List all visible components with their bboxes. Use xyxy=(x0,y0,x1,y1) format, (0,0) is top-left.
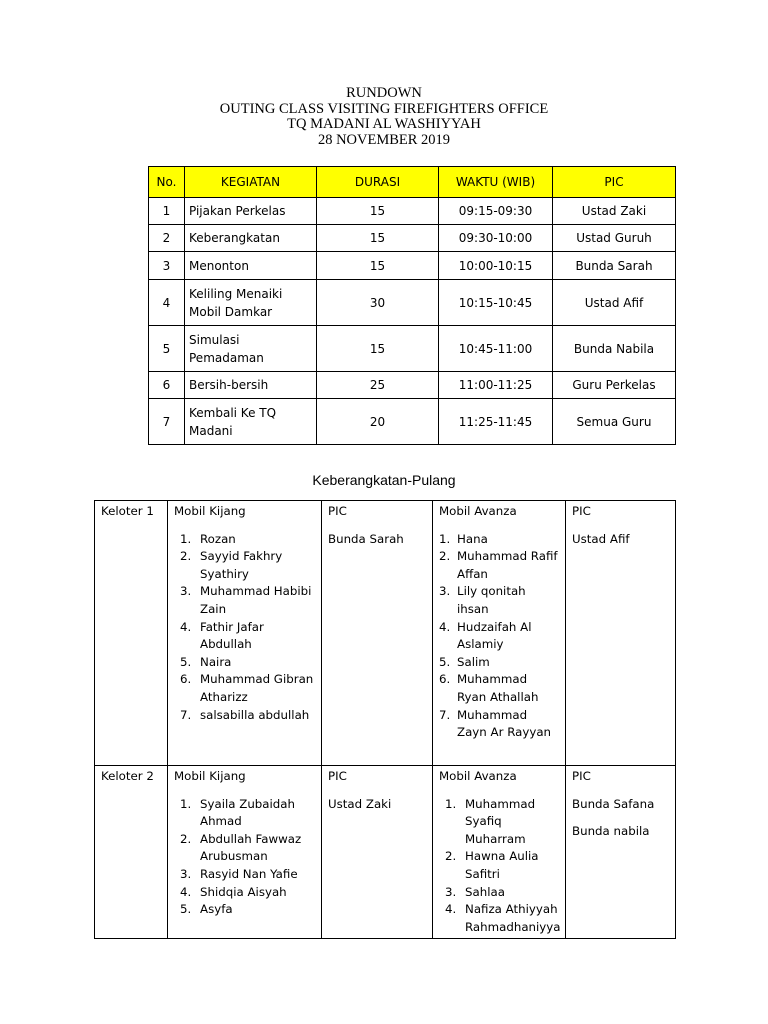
cell-waktu: 11:25-11:45 xyxy=(439,399,553,445)
cell-durasi: 30 xyxy=(317,280,439,326)
cell-pic: Bunda Sarah xyxy=(553,252,676,280)
car-label: Mobil Kijang xyxy=(174,769,246,783)
list-item: 3. Sahlaa xyxy=(445,884,505,899)
list-item: 3. Lily qonitah ihsan xyxy=(439,584,526,616)
list-item: 1. Syaila Zubaidah Ahmad xyxy=(180,796,295,829)
cell-durasi: 25 xyxy=(317,372,439,399)
pic-cell xyxy=(322,766,433,939)
group-label: Keloter 2 xyxy=(95,766,168,939)
table-row xyxy=(149,198,676,225)
car-label: Mobil Kijang xyxy=(174,504,246,518)
cell-no: 7 xyxy=(149,399,185,445)
car-label: Mobil Avanza xyxy=(439,769,517,783)
cell-durasi: 15 xyxy=(317,326,439,372)
pic-name: Ustad Zaki xyxy=(328,796,392,811)
pic-name: Bunda Sarah xyxy=(328,531,404,546)
passenger-list xyxy=(439,531,559,742)
list-item: 4. Fathir Jafar Abdullah xyxy=(180,619,264,652)
list-item: 5. Asyfa xyxy=(180,902,233,917)
cell-waktu: 11:00-11:25 xyxy=(439,372,553,399)
table-row xyxy=(149,252,676,280)
group-row xyxy=(95,766,676,939)
list-item: 3. Muhammad Habibi Zain xyxy=(180,584,312,616)
list-item: 2. Hawna Aulia Safitri xyxy=(445,849,539,881)
table-row xyxy=(149,372,676,399)
kijang-cell xyxy=(168,501,322,766)
cell-kegiatan: Keberangkatan xyxy=(185,225,317,252)
list-item: 4. Nafiza Athiyyah Rahmadhaniyya xyxy=(445,902,561,934)
table-row xyxy=(149,399,676,445)
group-row xyxy=(95,501,676,766)
list-item: 6. Muhammad Gibran Atharizz xyxy=(180,672,314,704)
kijang-cell xyxy=(168,766,322,939)
title-line-3: TQ MADANI AL WASHIYYAH xyxy=(287,116,481,132)
list-item: 1. Muhammad Syafiq Muharram xyxy=(445,796,536,846)
cell-durasi: 15 xyxy=(317,198,439,225)
cell-durasi: 15 xyxy=(317,225,439,252)
header-kegiatan: KEGIATAN xyxy=(185,167,317,198)
cell-waktu: 10:00-10:15 xyxy=(439,252,553,280)
cell-kegiatan: Simulasi Pemadaman xyxy=(185,326,317,372)
cell-waktu: 09:30-10:00 xyxy=(439,225,553,252)
avanza-cell xyxy=(433,501,566,766)
cell-kegiatan: Pijakan Perkelas xyxy=(185,198,317,225)
cell-no: 2 xyxy=(149,225,185,252)
list-item: 2. Abdullah Fawwaz Arubusman xyxy=(180,831,302,864)
cell-waktu: 10:45-11:00 xyxy=(439,326,553,372)
list-item: 5. Salim xyxy=(439,654,490,669)
pic-label: PIC xyxy=(572,769,591,783)
list-item: 5. Naira xyxy=(180,654,232,669)
cell-waktu: 09:15-09:30 xyxy=(439,198,553,225)
list-item: 2. Sayyid Fakhry Syathiry xyxy=(180,549,283,581)
pic-name: Bunda Safana xyxy=(572,796,655,811)
group-label: Keloter 1 xyxy=(95,501,168,766)
list-item: 1. Rozan xyxy=(180,531,236,546)
list-item: 6. Muhammad Ryan Athallah xyxy=(439,672,539,704)
cell-kegiatan: Bersih-bersih xyxy=(185,372,317,399)
pic-cell xyxy=(566,766,676,939)
title-line-4: 28 NOVEMBER 2019 xyxy=(317,131,451,148)
avanza-cell xyxy=(433,766,566,939)
pic-label: PIC xyxy=(328,504,347,518)
list-item: 4. Shidqia Aisyah xyxy=(180,884,287,899)
cell-pic: Semua Guru xyxy=(553,399,676,445)
rundown-table xyxy=(148,166,676,445)
pic-label: PIC xyxy=(572,504,591,518)
cell-kegiatan: Menonton xyxy=(185,252,317,280)
cell-pic: Ustad Afif xyxy=(553,280,676,326)
car-label: Mobil Avanza xyxy=(439,504,517,518)
pic-name: Ustad Afif xyxy=(572,531,630,546)
list-item: 4. Hudzaifah Al Aslamiy xyxy=(439,619,532,652)
cell-no: 3 xyxy=(149,252,185,280)
passenger-list xyxy=(439,796,559,937)
header-durasi: DURASI xyxy=(317,167,439,198)
cell-pic: Ustad Guruh xyxy=(553,225,676,252)
pic-cell xyxy=(322,501,433,766)
list-item: 7. salsabilla abdullah xyxy=(180,707,310,722)
rundown-header-row xyxy=(149,167,676,198)
header-waktu: WAKTU (WIB) xyxy=(439,167,553,198)
title-line-1: RUNDOWN xyxy=(346,85,422,101)
header-no: No. xyxy=(149,167,185,198)
table-row xyxy=(149,225,676,252)
table-row xyxy=(149,280,676,326)
header-pic: PIC xyxy=(553,167,676,198)
list-item: 2. Muhammad Rafif Affan xyxy=(439,549,558,581)
cell-no: 4 xyxy=(149,280,185,326)
cell-no: 6 xyxy=(149,372,185,399)
title-line-2: OUTING CLASS VISITING FIREFIGHTERS OFFICE xyxy=(219,100,549,117)
pic-cell xyxy=(566,501,676,766)
pic-label: PIC xyxy=(328,769,347,783)
cell-no: 1 xyxy=(149,198,185,225)
section-subtitle: Keberangkatan-Pulang xyxy=(312,472,456,488)
cell-kegiatan: Keliling Menaiki Mobil Damkar xyxy=(185,280,317,326)
cell-pic: Bunda Nabila xyxy=(553,326,676,372)
cell-durasi: 20 xyxy=(317,399,439,445)
list-item: 3. Rasyid Nan Yafie xyxy=(180,866,298,881)
pic-name: Bunda nabila xyxy=(572,824,650,839)
table-row xyxy=(149,326,676,372)
document-title xyxy=(0,86,768,148)
list-item: 1. Hana xyxy=(439,531,488,546)
passenger-list xyxy=(174,531,315,725)
passenger-list xyxy=(174,796,315,919)
cell-durasi: 15 xyxy=(317,252,439,280)
cell-waktu: 10:15-10:45 xyxy=(439,280,553,326)
cell-pic: Guru Perkelas xyxy=(553,372,676,399)
cell-pic: Ustad Zaki xyxy=(553,198,676,225)
cell-no: 5 xyxy=(149,326,185,372)
group-table xyxy=(94,500,676,939)
list-item: 7. Muhammad Zayn Ar Rayyan xyxy=(439,707,552,740)
cell-kegiatan: Kembali Ke TQ Madani xyxy=(185,399,317,445)
